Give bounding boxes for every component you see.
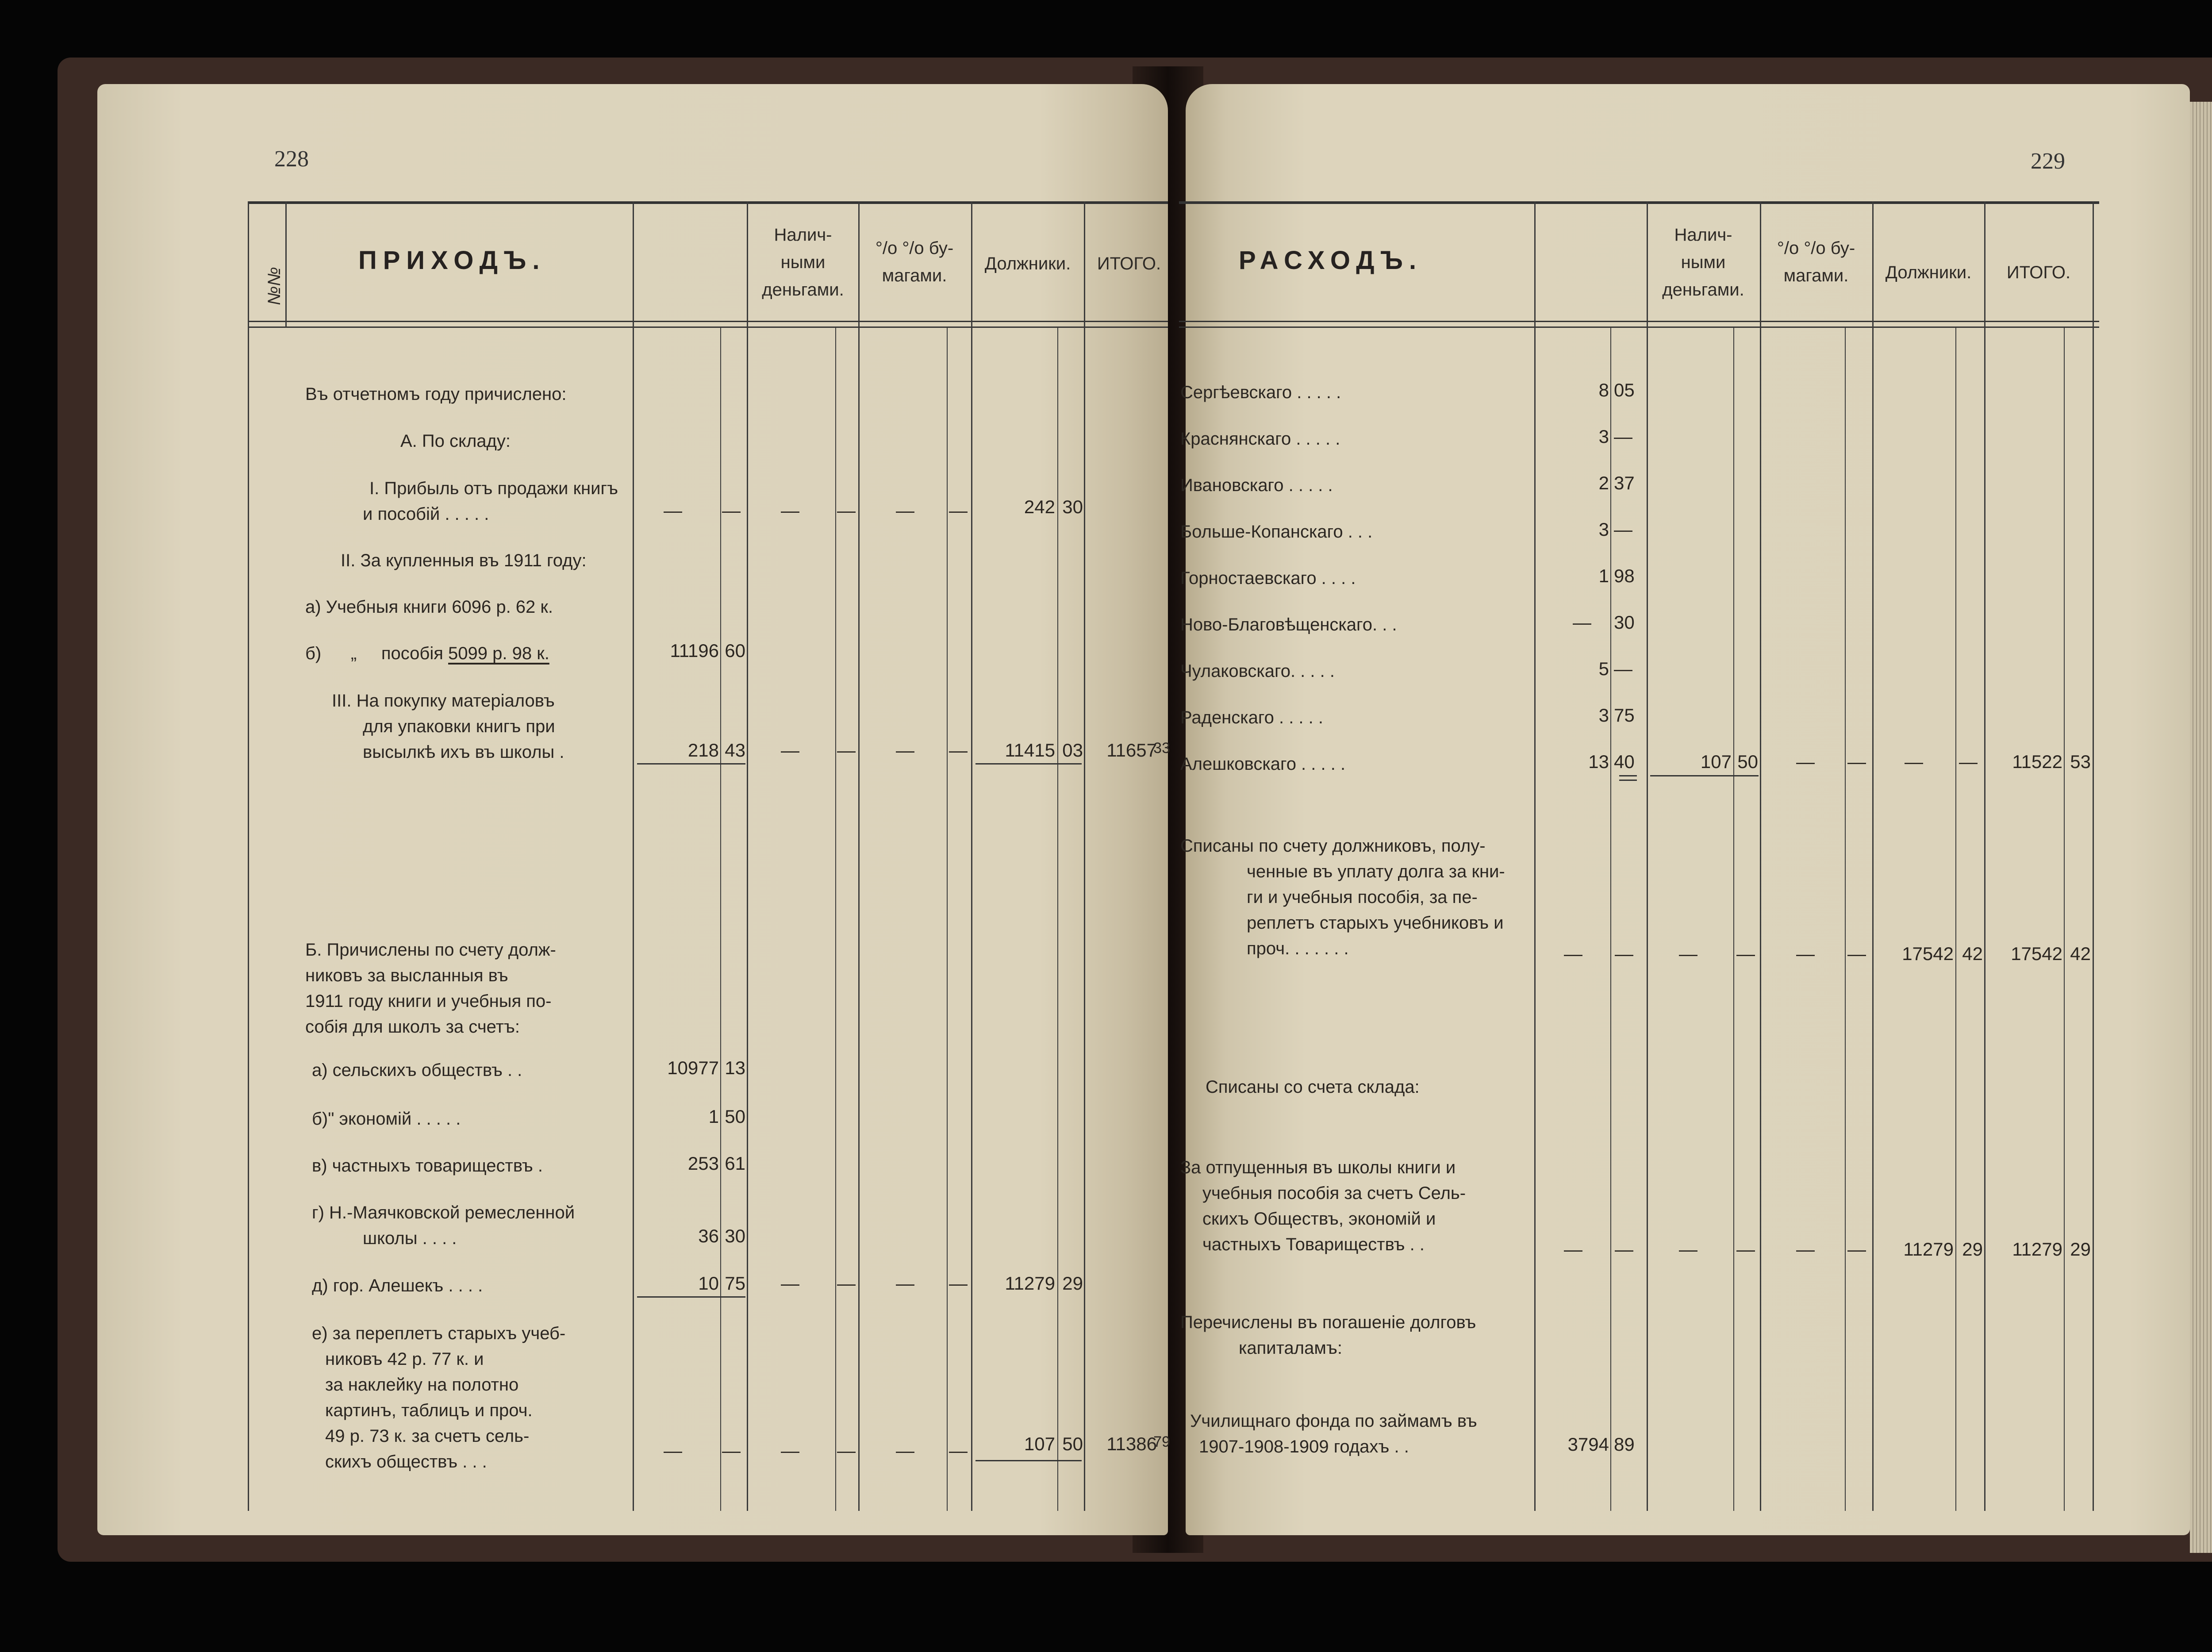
dash: —	[1905, 751, 1923, 772]
row-b-e-debtors-r: 11279	[1005, 1273, 1055, 1294]
dash: —	[949, 740, 968, 761]
row-r: 3	[1598, 705, 1609, 726]
row-k: 40	[1614, 751, 1635, 772]
dash: —	[896, 500, 914, 521]
item3-k: 43	[725, 740, 745, 761]
row-b-c-r: 253	[687, 1153, 719, 1174]
dash: —	[896, 1440, 914, 1461]
row-b-e-r: 10	[698, 1273, 719, 1294]
row-e-debtors-r: 107	[1024, 1433, 1055, 1454]
right-col-line	[2093, 201, 2094, 1511]
row-b-b: б)" экономій . . . . .	[312, 1109, 461, 1129]
dash: —	[949, 1440, 968, 1461]
right-total-header: ИТОГО.	[2006, 263, 2071, 282]
transferred-line2: капиталамъ:	[1239, 1338, 1342, 1358]
dash: —	[949, 1273, 968, 1294]
dash: —	[1564, 1239, 1582, 1260]
row-b-d-k: 30	[725, 1226, 745, 1246]
left-col-line	[248, 201, 249, 1511]
row-e-total-k: 79	[1153, 1433, 1170, 1450]
left-header-top-rule	[248, 201, 1168, 204]
row-k: 30	[1614, 612, 1635, 633]
item3-line1: III. На покупку матеріаловъ	[332, 691, 555, 711]
dash: —	[1736, 943, 1755, 964]
dash: —	[837, 740, 856, 761]
dash: —	[1847, 751, 1866, 772]
right-col-line	[1760, 201, 1761, 1511]
dash: —	[781, 1440, 799, 1461]
dash: —	[1679, 1239, 1697, 1260]
row-k: —	[1614, 519, 1632, 540]
dash: —	[664, 1440, 682, 1461]
dash: —	[781, 740, 799, 761]
row-r: 2	[1598, 473, 1609, 493]
item3-total: 11657	[1106, 740, 1157, 761]
row-gornostaevskago: Горностаевскаго . . . .	[1180, 569, 1356, 588]
underline	[975, 1460, 1082, 1461]
row-k: 05	[1614, 380, 1635, 400]
dash: —	[664, 500, 682, 521]
underline	[975, 763, 1082, 765]
item1-line2: и пособій . . . . .	[363, 504, 489, 524]
right-page-number: 229	[2031, 149, 2065, 174]
right-header-bottom-rule-2	[1179, 327, 2099, 328]
dash: —	[1796, 1239, 1815, 1260]
row-b-c: в) частныхъ товариществъ .	[312, 1156, 543, 1176]
left-debtors-header: Должники.	[984, 254, 1071, 273]
item2-title: II. За купленныя въ 1911 году:	[341, 551, 587, 570]
row9-total-k: 53	[2070, 751, 2091, 772]
left-col-line	[947, 327, 948, 1511]
row-k: 75	[1614, 705, 1635, 726]
left-col-line	[747, 201, 748, 1511]
left-header-bottom-rule-2	[248, 327, 1168, 328]
row-bolshe-kopanskago: Больше-Копанскаго . . .	[1180, 522, 1373, 542]
left-col-line	[633, 201, 634, 1511]
section-b-text: Б. Причислены по счету долж- никовъ за высланныя въ 1911 году книги и учебныя по- собія для школъ за счетъ:	[305, 940, 556, 1037]
fund-line1: Училищнаго фонда по займамъ въ	[1190, 1411, 1477, 1431]
dash: —	[1847, 943, 1866, 964]
dash: —	[1796, 751, 1815, 772]
dash: —	[837, 1273, 856, 1294]
left-col-line	[285, 201, 287, 327]
item2-r: 11196	[670, 640, 719, 661]
row-b-e: д) гор. Алешекъ . . . .	[312, 1276, 483, 1295]
row-r: 3	[1598, 519, 1609, 540]
row-b-a-k: 13	[725, 1057, 745, 1078]
underline	[637, 763, 745, 765]
left-title: ПРИХОДЪ.	[358, 246, 546, 275]
left-col-line	[1084, 201, 1085, 1511]
dash: —	[781, 1273, 799, 1294]
underline	[1619, 780, 1637, 781]
dash: —	[1736, 1239, 1755, 1260]
item1-line1: I. Прибыль отъ продажи книгъ	[369, 479, 618, 498]
row9-total-r: 11522	[2012, 751, 2062, 772]
right-header-bottom-rule	[1179, 321, 2099, 322]
item3-line2: для упаковки книгъ при	[363, 717, 555, 736]
written-off-store: Списаны со счета склада:	[1206, 1077, 1420, 1097]
item3-line3: высылкѣ ихъ въ школы .	[363, 742, 565, 762]
intro-text: Въ отчетномъ году причислено:	[305, 384, 567, 404]
left-cash-header: Налич- ными деньгами.	[762, 225, 844, 300]
row-b-a-r: 10977	[667, 1057, 719, 1078]
left-col-line	[1057, 327, 1058, 1511]
dash: —	[837, 500, 856, 521]
right-col-line	[1872, 201, 1874, 1511]
row-b-d-r: 36	[698, 1226, 719, 1246]
item1-debtors-k: 30	[1062, 496, 1083, 517]
row-krasnyanskago: Краснянскаго . . . . .	[1180, 429, 1340, 449]
row-b-b-r: 1	[708, 1106, 719, 1127]
left-header-bottom-rule	[248, 321, 1168, 322]
row-r: 8	[1598, 380, 1609, 400]
row-k: 37	[1614, 473, 1635, 493]
row9-cash-k: 50	[1737, 751, 1758, 772]
dash: —	[949, 500, 968, 521]
underline	[637, 1296, 745, 1298]
wod-total-r: 17542	[2011, 943, 2062, 964]
row-e-text: е) за переплетъ старыхъ учеб- никовъ 42 р. 77 к. и за наклейку на полотно картинъ, таблицъ и проч. 49 р. 73 к. за счетъ сель- скихъ обществъ . . .	[312, 1324, 566, 1471]
dash: —	[837, 1440, 856, 1461]
left-col-line	[835, 327, 836, 1511]
dash: —	[1679, 943, 1697, 964]
underline	[1650, 775, 1759, 776]
row-k: 98	[1614, 565, 1635, 586]
right-col-line	[1955, 327, 1956, 1511]
row-e-debtors-k: 50	[1062, 1433, 1083, 1454]
dash: —	[781, 500, 799, 521]
written-off-debtors: Списаны по счету должниковъ, полу- ченные въ уплату долга за кни- ги и учебныя пособія, за пе- реплетъ старыхъ учебниковъ и проч. . . . . . .	[1180, 836, 1505, 958]
right-col-line	[1610, 327, 1611, 1511]
row-b-c-k: 61	[725, 1153, 745, 1174]
row-b-b-k: 50	[725, 1106, 745, 1127]
released-text: За отпущенныя въ школы книги и учебныя пособія за счетъ Сель- скихъ Обществъ, экономій и частныхъ Товариществъ . .	[1180, 1158, 1466, 1254]
right-papers-header: °/о °/о бу- магами.	[1777, 238, 1855, 285]
row-aleshkovskago: Алешковскаго . . . . .	[1180, 754, 1346, 774]
left-nn-header: №№	[265, 267, 284, 305]
right-col-line	[2064, 327, 2065, 1511]
row-r: 1	[1598, 565, 1609, 586]
item2-k: 60	[725, 640, 745, 661]
item1-debtors-r: 242	[1024, 496, 1055, 517]
left-total-header: ИТОГО.	[1097, 254, 1161, 273]
released-total-k: 29	[2070, 1239, 2091, 1260]
row-r: 13	[1588, 751, 1609, 772]
row-radenskago: Раденскаго . . . . .	[1180, 708, 1323, 727]
page-edges	[2190, 102, 2212, 1553]
left-col-line	[720, 327, 721, 1511]
row-r: —	[1573, 612, 1591, 633]
right-cash-header: Налич- ными деньгами.	[1662, 225, 1744, 300]
dash: —	[722, 500, 741, 521]
row-ivanovskago: Ивановскаго . . . . .	[1180, 476, 1333, 495]
dash: —	[1615, 943, 1633, 964]
released-total-r: 11279	[2012, 1239, 2062, 1260]
row-e-total: 11386	[1106, 1433, 1157, 1454]
transferred-line1: Перечислены въ погашеніе долговъ	[1180, 1313, 1476, 1332]
wod-debtors-r: 17542	[1902, 943, 1954, 964]
row-b-d-line2: школы . . . .	[363, 1229, 457, 1248]
row-k: —	[1614, 658, 1632, 679]
row-chulakovskago: Чулаковскаго. . . . .	[1180, 661, 1335, 681]
item3-total-k: 33	[1153, 740, 1170, 757]
fund-line2: 1907-1908-1909 годахъ . .	[1199, 1437, 1409, 1456]
row-r: 3	[1598, 426, 1609, 447]
row-r: 5	[1598, 658, 1609, 679]
dash: —	[896, 740, 914, 761]
row-k: —	[1614, 426, 1632, 447]
wod-debtors-k: 42	[1962, 943, 1983, 964]
left-page-number: 228	[274, 146, 309, 172]
right-col-line	[1984, 201, 1985, 1511]
item3-r: 218	[687, 740, 719, 761]
row-b-a: а) сельскихъ обществъ . .	[312, 1060, 522, 1080]
dash: —	[1796, 943, 1815, 964]
right-col-line	[1534, 201, 1536, 1511]
underline	[1619, 775, 1637, 776]
left-col-line	[858, 201, 860, 1511]
right-title: РАСХОДЪ.	[1239, 246, 1423, 275]
row-b-e-debtors-k: 29	[1062, 1273, 1083, 1294]
item2a: а) Учебныя книги 6096 р. 62 к.	[305, 597, 553, 617]
fund-k: 89	[1614, 1434, 1635, 1455]
left-papers-header: °/о °/о бу- магами.	[875, 238, 954, 285]
dash: —	[896, 1273, 914, 1294]
fund-r: 3794	[1567, 1434, 1609, 1455]
row-b-e-k: 75	[725, 1273, 745, 1294]
wod-total-k: 42	[2070, 943, 2091, 964]
right-debtors-header: Должники.	[1885, 263, 1972, 282]
item3-debtors-k: 03	[1062, 740, 1083, 761]
right-col-line	[1845, 327, 1846, 1511]
left-col-line	[971, 201, 972, 1511]
dash: —	[1564, 943, 1582, 964]
released-debtors-r: 11279	[1903, 1239, 1954, 1260]
item2b: б) „ пособія 5099 р. 98 к.	[305, 644, 549, 663]
dash: —	[1959, 751, 1978, 772]
row-b-d: г) Н.-Маячковской ремесленной	[312, 1203, 575, 1222]
item3-debtors-r: 11415	[1005, 740, 1055, 761]
section-a-title: А. По складу:	[400, 431, 511, 451]
dash: —	[1847, 1239, 1866, 1260]
dash: —	[722, 1440, 741, 1461]
released-debtors-k: 29	[1962, 1239, 1983, 1260]
row-novo-blagoveshchenskago: Ново-Благовѣщенскаго. . .	[1180, 615, 1397, 634]
row-sergeevskago: Сергѣевскаго . . . . .	[1180, 383, 1341, 402]
right-header-top-rule	[1179, 201, 2099, 204]
row9-cash-r: 107	[1700, 751, 1732, 772]
dash: —	[1615, 1239, 1633, 1260]
right-col-line	[1733, 327, 1734, 1511]
